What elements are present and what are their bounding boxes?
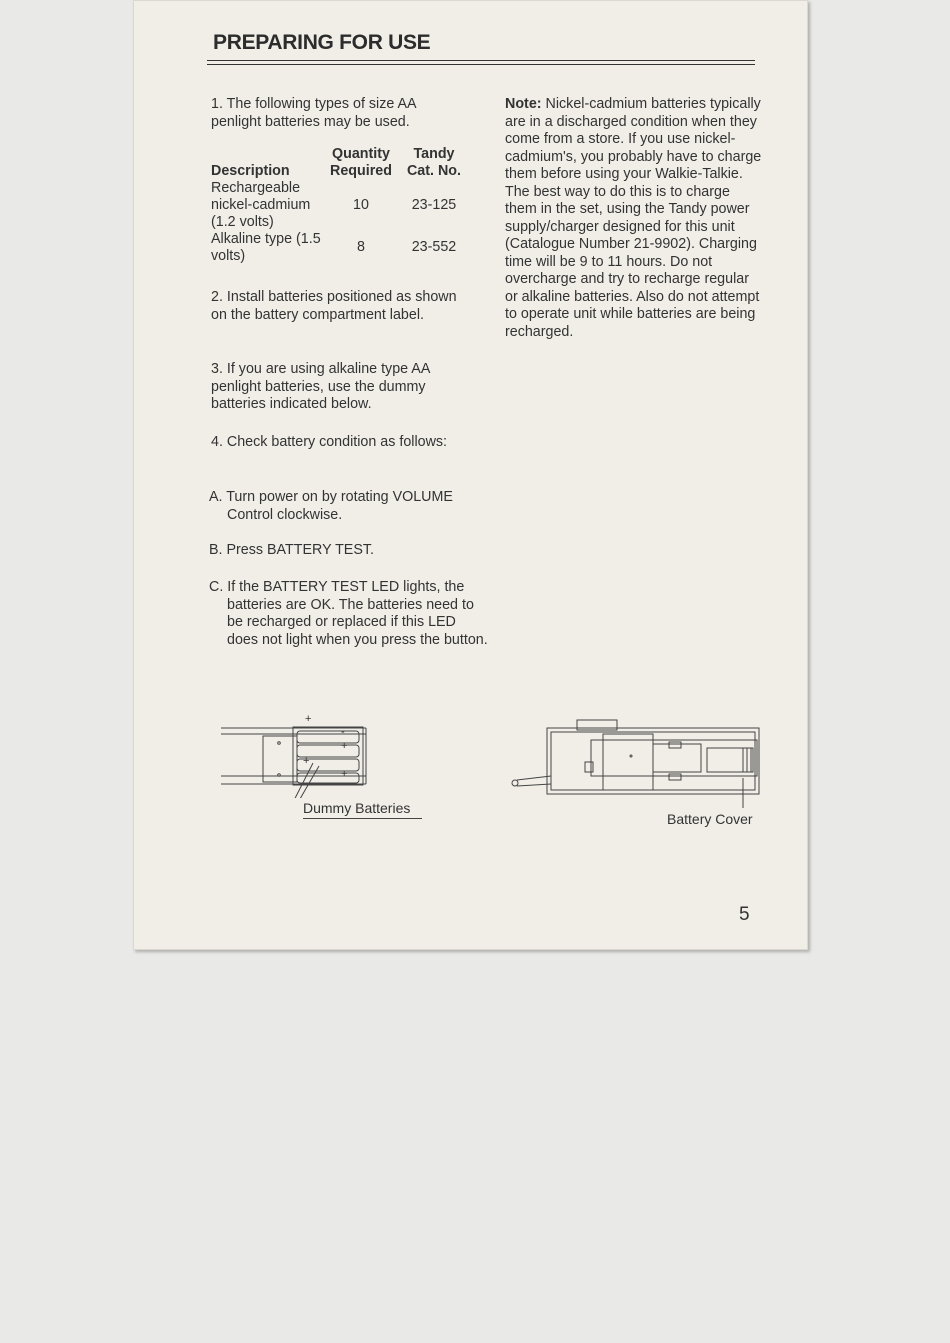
header-cat-no: Tandy Cat. No. [406, 146, 461, 179]
page-title: PREPARING FOR USE [213, 31, 431, 54]
table-row [211, 180, 467, 231]
row-cat-no: 23-552 [411, 239, 457, 255]
dummy-batteries-label: Dummy Batteries [303, 800, 422, 819]
plus-sign: + [341, 768, 348, 780]
table-header-row [211, 146, 467, 180]
plus-sign: + [341, 740, 348, 752]
step-1: 1. The following types of size AA penlight batteries may be used. [211, 96, 416, 130]
step-3: 3. If you are using alkaline type AA penlight batteries, use the dummy batteries indicated below. [211, 361, 430, 412]
row-description: Rechargeable nickel-cadmium (1.2 volts) [211, 180, 311, 230]
step-b: B. Press BATTERY TEST. [209, 542, 374, 558]
battery-table [211, 146, 467, 265]
row-quantity: 8 [357, 239, 365, 255]
row-quantity: 10 [353, 197, 369, 213]
minus-sign: - [341, 726, 345, 738]
plus-sign: + [305, 713, 312, 725]
step-c: C. If the BATTERY TEST LED lights, the batteries are OK. The batteries need to be recharged or replaced if this LED does not light when you press the button. [209, 579, 488, 648]
header-quantity: Quantity Required [330, 146, 392, 179]
header-description: Description [211, 163, 290, 179]
battery-cover-label: Battery Cover [667, 811, 753, 827]
row-description: Alkaline type (1.5 volts) [211, 231, 321, 264]
step-2: 2. Install batteries positioned as shown on the battery compartment label. [211, 289, 457, 323]
note-text: Nickel-cadmium batteries typically are in a discharged condition when they come from a store. If you use nickel-cadmium's, you probably have to charge them before using your Walkie-Talkie. The best way to do this is to charge them in the set, using the Tandy power supply/charger designed for this unit (Catalogue Number 21-9902). Charging time will be 9 to 11 hours. Do not overcharge and try to recharge regular or alkaline batteries. Also do not attempt to operate unit while batteries are being recharged. [505, 96, 762, 340]
row-cat-no: 23-125 [411, 197, 457, 213]
title-rule [207, 60, 755, 65]
note-paragraph [505, 96, 763, 341]
step-4: 4. Check battery condition as follows: [211, 434, 448, 450]
plus-sign: + [303, 755, 310, 767]
battery-cell [297, 773, 359, 783]
page-number: 5 [739, 904, 750, 925]
dummy-batteries-figure [221, 718, 371, 798]
battery-cell [297, 731, 359, 743]
table-row [211, 231, 467, 265]
note-label: Note: [505, 96, 542, 112]
step-a: A. Turn power on by rotating VOLUME Control clockwise. [209, 489, 453, 523]
manual-page [133, 0, 808, 950]
